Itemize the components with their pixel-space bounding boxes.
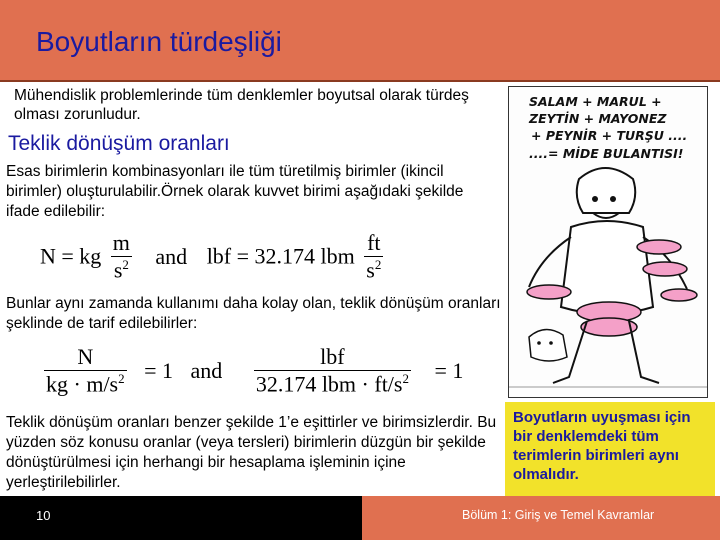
equation-2-equals-1: = 1 (144, 357, 174, 383)
paragraph-2: Bunlar aynı zamanda kullanımı daha kolay olan, teklik dönüşüm oranları şeklinde de tarif edilebilirler: (6, 295, 501, 332)
cartoon-drawing (509, 87, 707, 397)
cartoon-caption-line-2: ZEYTİN + MAYONEZ (529, 111, 667, 126)
callout-text: Boyutların uyuşması için bir denklemdeki tüm terimlerin birimleri aynı olmalıdır. (513, 409, 691, 483)
equation-1-fraction-1 (111, 230, 132, 283)
fraction-numerator: ft (367, 230, 381, 255)
equation-2-equals-2: = 1 (434, 357, 464, 383)
fraction-numerator: N (77, 344, 94, 369)
cartoon-illustration (508, 86, 708, 398)
cartoon-caption-line-3: + PEYNİR + TURŞU .... (531, 128, 688, 143)
equation-2 (40, 344, 463, 397)
fraction-denominator: $s^2$ (111, 256, 132, 283)
footer-right (362, 496, 720, 540)
title-bar (0, 0, 720, 82)
intro-text: Mühendislik problemlerinde tüm denklemler boyutsal olarak türdeş olması zorunludur. (14, 87, 469, 123)
page-number: 10 (36, 508, 51, 523)
fraction-denominator: 32.174 lbm · $ft/s^2$ (255, 371, 409, 397)
equation-1-rhs: lbf = 32.174 lbm (206, 243, 355, 269)
footer-left (0, 496, 362, 540)
fraction-denominator: kg · $m/s^2$ (46, 371, 125, 397)
equation-1 (40, 230, 387, 283)
equation-1-lhs: N = kg (40, 243, 102, 269)
fraction-denominator: $s^2$ (366, 257, 382, 283)
paragraph-3: Teklik dönüşüm oranları benzer şekilde 1’e eşittirler ve birimsizlerdir. Bu yüzden söz konusu oranlar (veya tersleri) birimlerin düzgün bir şekilde dönüştürülmesi için herhangi bir hesaplama işleminin içine yerleştirilebilirler. (6, 414, 497, 491)
cartoon-caption-line-1: SALAM + MARUL + (529, 94, 662, 109)
slide-title: Boyutların türdeşliği (36, 26, 282, 57)
section-title: Teklik dönüşüm oranları (8, 132, 230, 155)
equation-1-and: and (155, 243, 188, 269)
fraction-numerator: m (112, 230, 130, 255)
cartoon-caption-line-4: ....= MİDE BULANTISI! (529, 146, 684, 161)
callout-box (505, 402, 715, 496)
equation-1-fraction-2 (364, 230, 383, 283)
equation-2-fraction-1 (44, 344, 127, 397)
equation-2-fraction-2 (254, 344, 411, 397)
fraction-numerator: lbf (320, 344, 345, 369)
equation-2-and: and (190, 357, 223, 383)
footer-chapter-title: Bölüm 1: Giriş ve Temel Kavramlar (462, 508, 655, 522)
paragraph-1: Esas birimlerin kombinasyonları ile tüm türetilmiş birimler (ikincil birimler) oluşturulabilir.Örnek olarak kuvvet birimi aşağıdaki şekilde ifade edilebilir: (6, 163, 464, 220)
